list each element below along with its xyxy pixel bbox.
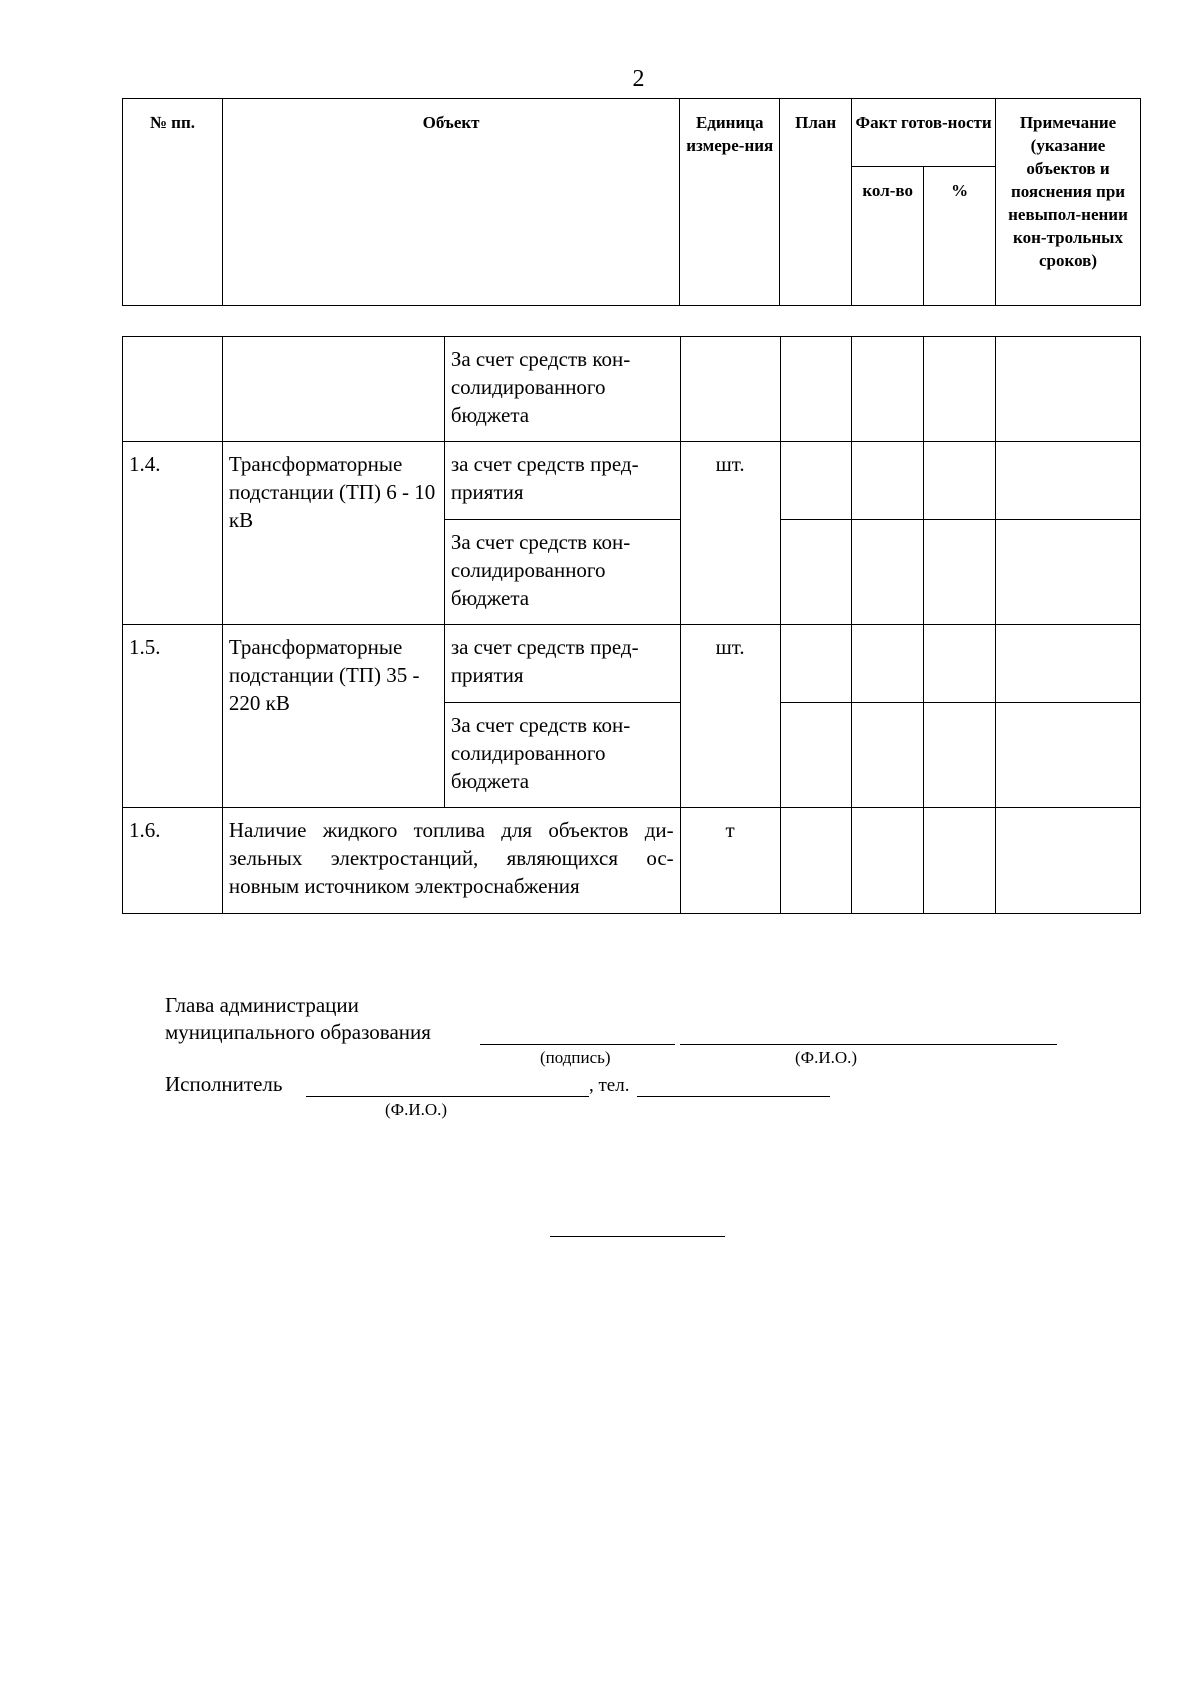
cell-note (996, 703, 1141, 808)
executor-label: Исполнитель (165, 1072, 283, 1096)
cell-note (996, 625, 1141, 703)
header-fact: Факт готов-ности (852, 99, 996, 167)
cell-note (996, 520, 1141, 625)
header-unit: Единица измере-ния (680, 99, 780, 306)
row-num: 1.5. (123, 625, 223, 808)
head-title: Глава администрации (165, 993, 359, 1017)
header-qty: кол-во (852, 167, 924, 306)
cell-pct (924, 520, 996, 625)
header-pct: % (924, 167, 996, 306)
signature-caption: (подпись) (540, 1048, 611, 1067)
row-unit: шт. (680, 442, 780, 625)
cell-plan (780, 337, 852, 442)
tel-label: , тел. (589, 1075, 630, 1096)
cell-pct (924, 703, 996, 808)
row-object (222, 337, 444, 442)
cell-note (996, 337, 1141, 442)
table-row (123, 808, 1141, 914)
row-unit: т (680, 808, 780, 914)
executor-fio-caption: (Ф.И.О.) (385, 1100, 448, 1119)
head-title-2: муниципального образования (165, 1020, 431, 1044)
tel-line (637, 1096, 830, 1097)
cell-note (996, 808, 1141, 914)
signature-line (480, 1044, 675, 1045)
header-note: Примечание (указание объектов и пояснения при невыпол-нении кон-трольных сроков) (996, 99, 1141, 306)
row-source: за счет средств пред-приятия (444, 625, 680, 703)
row-num: 1.6. (123, 808, 223, 914)
cell-qty (852, 520, 924, 625)
table-row (123, 337, 1141, 442)
row-source: за счет средств пред-приятия (444, 442, 680, 520)
row-num (123, 337, 223, 442)
header-object: Объект (222, 99, 679, 306)
fio-line (680, 1044, 1057, 1045)
table-row (123, 625, 1141, 703)
row-num: 1.4. (123, 442, 223, 625)
row-object: Наличие жидкого топлива для объектов ди-зельных электростанций, являющихся ос-новным источником электроснабжения (222, 808, 680, 914)
row-unit: шт. (680, 625, 780, 808)
cell-plan (780, 520, 852, 625)
header-plan: План (780, 99, 852, 306)
cell-plan (780, 625, 852, 703)
page-number: 2 (632, 66, 645, 92)
row-source: За счет средств кон-солидированного бюджета (444, 520, 680, 625)
header-num: № пп. (123, 99, 223, 306)
cell-pct (924, 442, 996, 520)
cell-qty (852, 625, 924, 703)
fio-caption: (Ф.И.О.) (795, 1048, 858, 1067)
row-unit (680, 337, 780, 442)
row-object: Трансформаторные подстанции (ТП) 6 - 10 кВ (222, 442, 444, 625)
row-source: За счет средств кон-солидированного бюджета (444, 337, 680, 442)
row-object: Трансформаторные подстанции (ТП) 35 - 220 кВ (222, 625, 444, 808)
executor-line (306, 1096, 589, 1097)
end-line (550, 1236, 725, 1237)
cell-note (996, 442, 1141, 520)
cell-pct (924, 337, 996, 442)
table-header (122, 98, 1141, 306)
cell-plan (780, 808, 852, 914)
table-row (123, 442, 1141, 520)
row-source: За счет средств кон-солидированного бюджета (444, 703, 680, 808)
cell-pct (924, 808, 996, 914)
cell-pct (924, 625, 996, 703)
cell-qty (852, 442, 924, 520)
cell-plan (780, 442, 852, 520)
cell-qty (852, 337, 924, 442)
cell-qty (852, 703, 924, 808)
cell-qty (852, 808, 924, 914)
cell-plan (780, 703, 852, 808)
table-body (122, 336, 1141, 914)
